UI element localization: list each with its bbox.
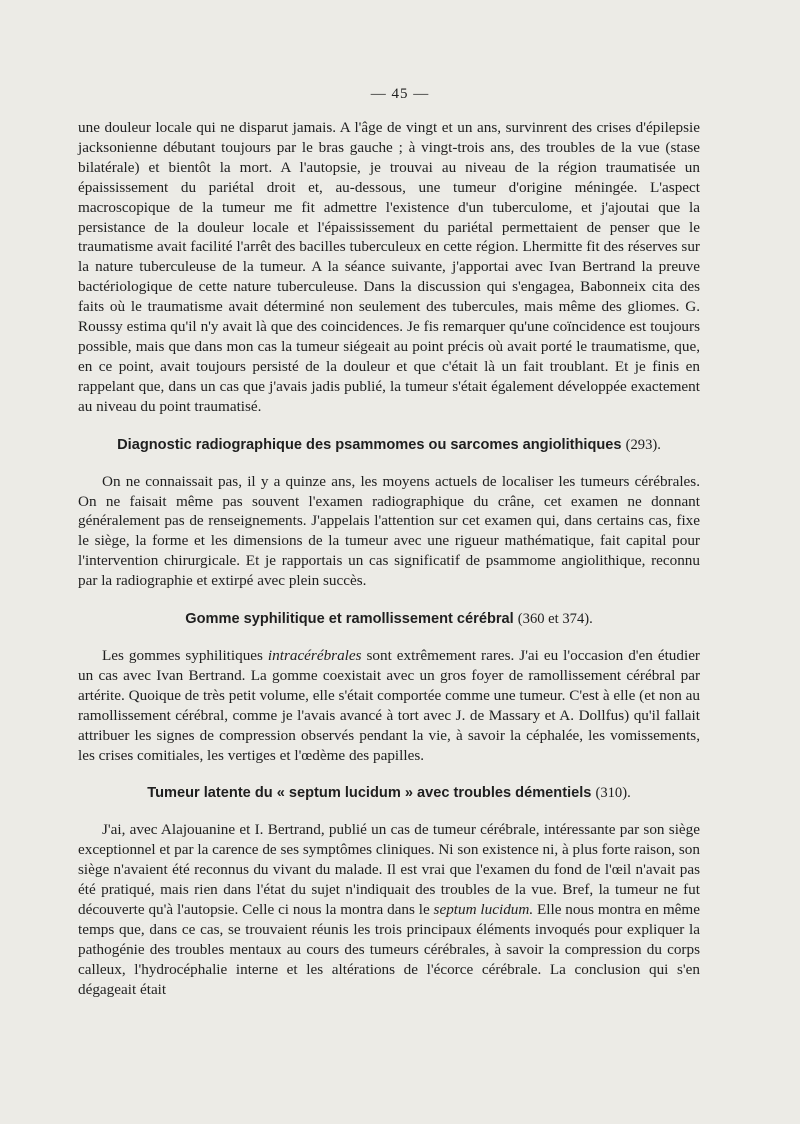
section-title: Tumeur latente du « septum lucidum » avec troubles démentiels — [147, 785, 592, 802]
section-heading-syphilitic-gumma — [78, 609, 700, 629]
section-reference: (360 et 374). — [517, 611, 593, 628]
paragraph-text: J'ai, avec Alajouanine et I. Bertrand, publié un cas de tumeur cérébrale, intéressante par son siège exceptionnel et par la carence de ses symptômes cliniques. Ni son existence ni, à plus forte raison, son siège n'avaient été reconnus du vivant du malade. Il est vrai que l'examen du fond de l'œil n'avait pas été pratiqué, mais rien dans l'état du sujet n'indiquait des troubles de la vue. Bref, la tumeur ne fut découverte qu'à l'autopsie. Celle ci nous la montra dans le — [78, 821, 700, 919]
paragraph-text: Elle nous montra en même temps que, dans ce cas, se trouvaient réunis les trois principaux éléments invoqués pour expliquer la pathogénie des troubles mentaux au cours des tumeurs cérébrales, à savoir la compression du corps calleux, l'hydrocéphalie interne et les altérations de l'écorce cérébrale. La conclusion qui s'en dégageait était — [78, 901, 700, 998]
section-heading-radiographic-diagnosis — [78, 435, 700, 455]
page-number: — 45 — — [370, 86, 430, 102]
italic-term: septum lucidum. — [433, 901, 534, 919]
section-heading-septum-lucidum-tumor — [78, 783, 700, 803]
section-reference: (293). — [625, 436, 661, 453]
section-3-paragraph — [78, 820, 700, 999]
section-reference: (310). — [595, 785, 631, 802]
paragraph-text: sont extrêmement rares. J'ai eu l'occasion d'en étudier un cas avec Ivan Bertrand. La gomme coexistait avec un gros foyer de ramollissement cérébral par artérite. Quoique de très petit volume, elle s'était comportée comme une tumeur. C'est à elle (et non au ramollissement cérébral, comme je l'avais avancé à tort avec J. de Massary et A. Dollfus) qu'il fallait attribuer les signes de compression observés pendant la vie, à savoir la céphalée, les vomissements, les crises comitiales, les vertiges et l'œdème des papilles. — [78, 647, 700, 764]
section-title: Diagnostic radiographique des psammomes ou sarcomes angiolithiques — [117, 436, 622, 453]
paragraph-1: une douleur locale qui ne disparut jamais. A l'âge de vingt et un ans, survinrent des crises d'épilepsie jacksonienne débutant toujours par le bras gauche ; à vingt-trois ans, des troubles de la vue (stase bilatérale) et bientôt la mort. A l'autopsie, je trouvai au niveau de la région traumatisée un épaississement du pariétal droit et, au-dessous, une tumeur d'origine méningée. L'aspect macroscopique de la tumeur me fit admettre l'existence d'un tuberculome, et j'ajoutai que la persistance de la douleur locale et l'épaississement du pariétal permettaient de penser que le traumatisme avait facilité l'arrêt des bacilles tuberculeux en cette région. Lhermitte fit des réserves sur la nature tuberculeuse de la tumeur. A la séance suivante, j'apportai avec Ivan Bertrand la preuve bactériologique de cette nature tuberculeuse. Dans la discussion qui s'engagea, Babonneix cita des faits où le traumatisme avait déterminé non seulement des tubercules, mais même des gliomes. G. Roussy estima qu'il n'y avait là que des coincidences. Je fis remarquer qu'une coïncidence est toujours possible, mais que dans mon cas la tumeur siégeait au point précis où avait porté le traumatisme, que, en ce point, avait toujours persisté de la douleur et que c'était là un fait troublant. Et je finis en rappelant que, dans un cas que j'avais jadis publié, la tumeur s'était également développée exactement au niveau du point traumatisé. — [78, 119, 700, 415]
section-2-paragraph — [78, 646, 700, 765]
section-title: Gomme syphilitique et ramollissement cérébral — [185, 611, 514, 628]
italic-term: intracérébrales — [267, 647, 362, 665]
paragraph-text: Les gommes syphilitiques — [102, 647, 268, 665]
page-content — [78, 118, 700, 1000]
section-1-paragraph: On ne connaissait pas, il y a quinze ans, les moyens actuels de localiser les tumeurs cérébrales. On ne faisait même pas souvent l'examen radiographique du crâne, cet examen ne donnant généralement pas de renseignements. J'appelais l'attention sur cet examen qui, dans certains cas, fixe le siège, la forme et les dimensions de la tumeur avec une rigueur mathématique, fait capital pour l'intervention chirurgicale. Et je rapportais un cas significatif de psammome angiolithique, reconnu par la radiographie et extirpé avec plein succès. — [78, 472, 700, 590]
